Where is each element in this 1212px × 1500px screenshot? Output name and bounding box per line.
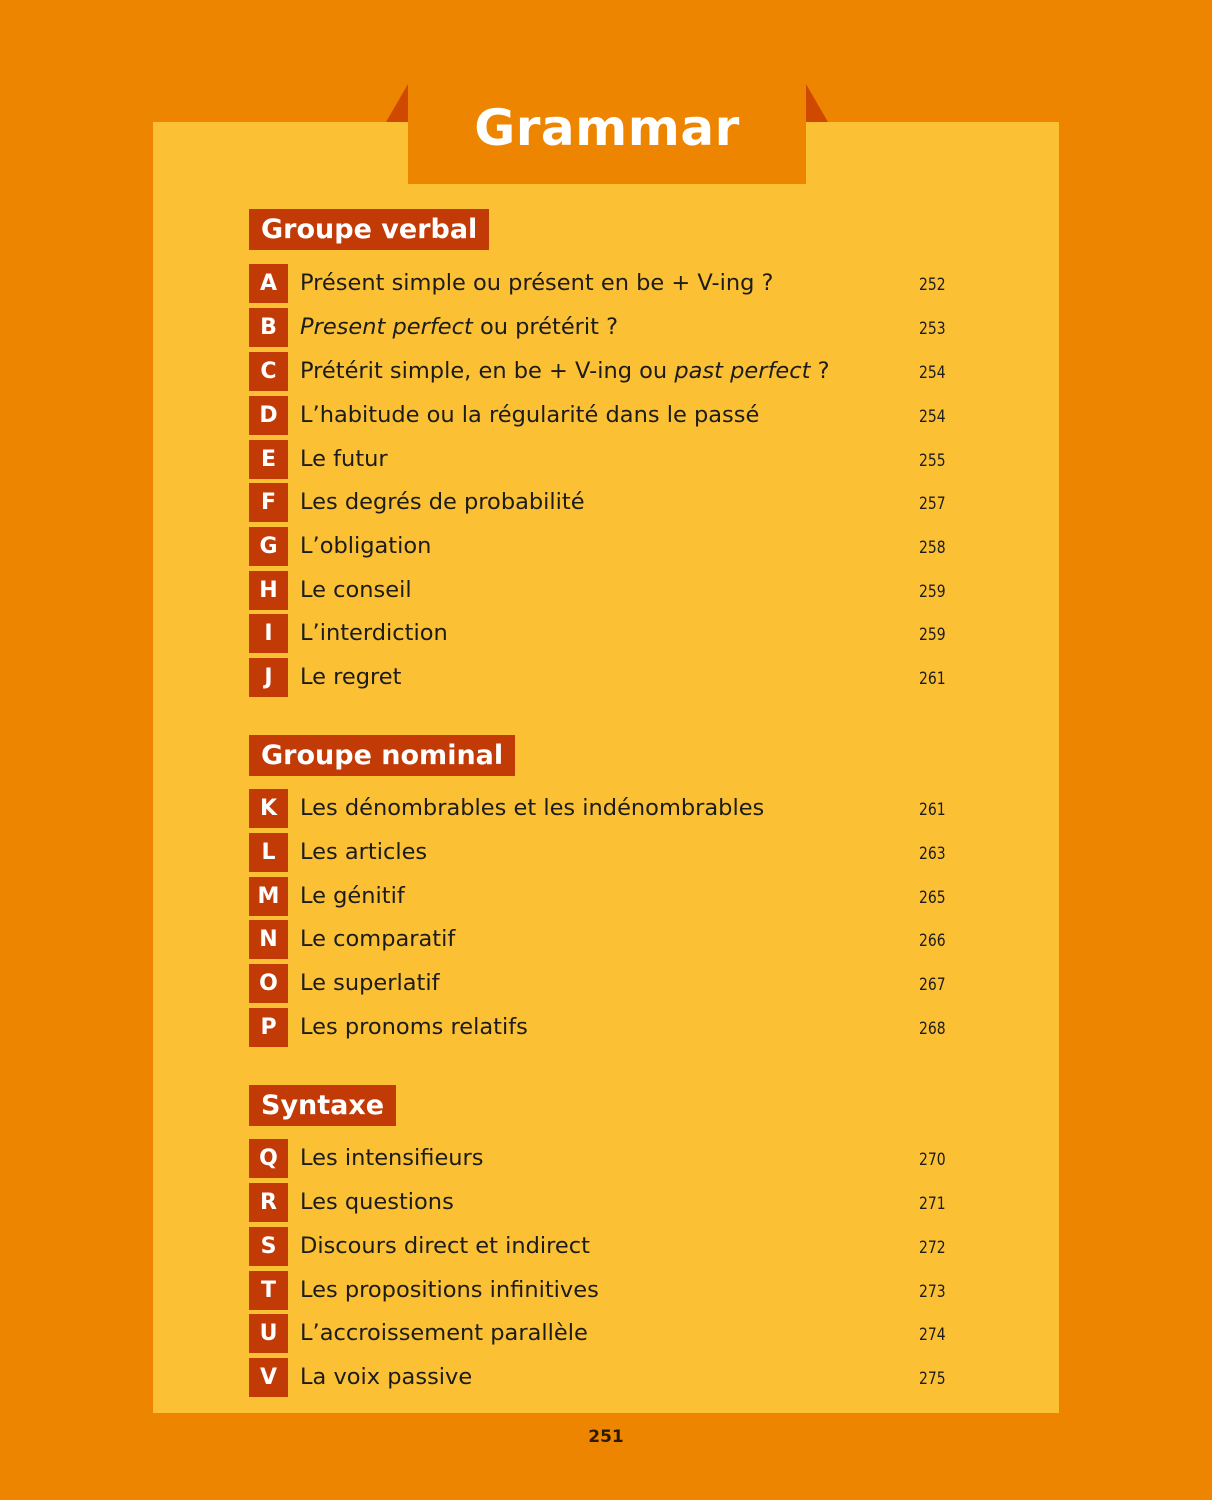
toc-entry[interactable] <box>249 396 949 435</box>
entry-title: Le superlatif <box>300 970 440 996</box>
entry-title-italic: Present perfect <box>300 314 473 340</box>
entry-page-number: 253 <box>919 319 946 339</box>
toc-entry[interactable] <box>249 264 949 303</box>
entry-page-number: 254 <box>919 363 946 383</box>
toc-entry[interactable] <box>249 1227 949 1266</box>
entry-letter-badge: A <box>249 264 288 303</box>
entry-title: Les dénombrables et les indénombrables <box>300 795 765 821</box>
entry-letter-badge: E <box>249 440 288 479</box>
entry-title: Les pronoms relatifs <box>300 1014 528 1040</box>
toc-entry[interactable] <box>249 920 949 959</box>
entry-letter-badge: B <box>249 308 288 347</box>
banner-fold-right <box>806 84 828 122</box>
entry-page-number: 259 <box>919 625 946 645</box>
entry-page-number: 261 <box>919 669 946 689</box>
page-title: Grammar <box>474 99 740 157</box>
entry-title: Les degrés de probabilité <box>300 489 585 515</box>
entry-letter-badge: S <box>249 1227 288 1266</box>
entry-title: La voix passive <box>300 1364 473 1390</box>
banner-fold-left <box>386 84 408 122</box>
entry-letter-badge: N <box>249 920 288 959</box>
toc-entry[interactable] <box>249 352 949 391</box>
entry-letter-badge: T <box>249 1271 288 1310</box>
entry-letter-badge: D <box>249 396 288 435</box>
toc-entry[interactable] <box>249 658 949 697</box>
entry-title-post: ? <box>810 358 830 384</box>
entry-letter-badge: M <box>249 877 288 916</box>
entry-title: Le futur <box>300 446 388 472</box>
entry-letter-badge: U <box>249 1314 288 1353</box>
entry-title: Les intensifieurs <box>300 1145 484 1171</box>
entry-title: Les propositions infinitives <box>300 1277 599 1303</box>
toc-entry[interactable] <box>249 614 949 653</box>
entry-title: Présent simple ou présent en be + V-ing ? <box>300 270 774 296</box>
entry-letter-badge: O <box>249 964 288 1003</box>
entry-page-number: 271 <box>919 1194 946 1214</box>
page-number: 251 <box>588 1427 624 1447</box>
toc-entry[interactable] <box>249 1314 949 1353</box>
toc-entry[interactable] <box>249 1183 949 1222</box>
entry-page-number: 252 <box>919 275 946 295</box>
toc-entry[interactable] <box>249 527 949 566</box>
entry-letter-badge: K <box>249 789 288 828</box>
section-heading-syntaxe: Syntaxe <box>249 1085 396 1126</box>
entry-page-number: 263 <box>919 844 946 864</box>
entry-letter-badge: J <box>249 658 288 697</box>
entry-title: L’interdiction <box>300 620 448 646</box>
entry-letter-badge: L <box>249 833 288 872</box>
toc-entry[interactable] <box>249 1271 949 1310</box>
toc-entry[interactable] <box>249 833 949 872</box>
entry-page-number: 272 <box>919 1238 946 1258</box>
entry-title: L’habitude ou la régularité dans le passé <box>300 402 760 428</box>
entry-page-number: 261 <box>919 800 946 820</box>
entry-title: Le conseil <box>300 577 412 603</box>
entry-letter-badge: R <box>249 1183 288 1222</box>
entry-page-number: 255 <box>919 451 946 471</box>
entry-title: Les articles <box>300 839 428 865</box>
toc-entry[interactable] <box>249 440 949 479</box>
entry-title: Discours direct et indirect <box>300 1233 590 1259</box>
entry-letter-badge: P <box>249 1008 288 1047</box>
entry-title: Le comparatif <box>300 926 456 952</box>
entry-page-number: 265 <box>919 888 946 908</box>
entry-page-number: 275 <box>919 1369 946 1389</box>
entry-title: Le génitif <box>300 883 405 909</box>
entry-page-number: 258 <box>919 538 946 558</box>
entry-page-number: 266 <box>919 931 946 951</box>
entry-title <box>300 352 830 391</box>
entry-letter-badge: H <box>249 571 288 610</box>
entry-page-number: 254 <box>919 407 946 427</box>
entry-page-number: 257 <box>919 494 946 514</box>
entry-letter-badge: V <box>249 1358 288 1397</box>
entry-letter-badge: I <box>249 614 288 653</box>
toc-entry[interactable] <box>249 1139 949 1178</box>
entry-title-rest: ou prétérit ? <box>472 314 619 340</box>
toc-entry[interactable] <box>249 1358 949 1397</box>
entry-title: L’obligation <box>300 533 432 559</box>
toc-entry[interactable] <box>249 964 949 1003</box>
entry-title: L’accroissement parallèle <box>300 1320 588 1346</box>
toc-entry[interactable] <box>249 571 949 610</box>
entry-title-pre: Prétérit simple, en be + V-ing ou <box>300 358 675 384</box>
entry-page-number: 273 <box>919 1282 946 1302</box>
entry-letter-badge: C <box>249 352 288 391</box>
toc-entry[interactable] <box>249 877 949 916</box>
entry-letter-badge: G <box>249 527 288 566</box>
entry-title: Le regret <box>300 664 402 690</box>
title-banner <box>408 84 806 184</box>
section-heading-groupe-verbal: Groupe verbal <box>249 209 489 250</box>
toc-entry[interactable] <box>249 789 949 828</box>
entry-page-number: 274 <box>919 1325 946 1345</box>
entry-page-number: 259 <box>919 582 946 602</box>
toc-entry[interactable] <box>249 1008 949 1047</box>
section-heading-groupe-nominal: Groupe nominal <box>249 735 515 776</box>
entry-page-number: 267 <box>919 975 946 995</box>
toc-entry[interactable] <box>249 308 949 347</box>
entry-letter-badge: F <box>249 483 288 522</box>
entry-title: Les questions <box>300 1189 454 1215</box>
entry-title <box>300 308 618 347</box>
entry-title-italic: past perfect <box>674 358 811 384</box>
entry-letter-badge: Q <box>249 1139 288 1178</box>
entry-page-number: 268 <box>919 1019 946 1039</box>
entry-page-number: 270 <box>919 1150 946 1170</box>
toc-entry[interactable] <box>249 483 949 522</box>
